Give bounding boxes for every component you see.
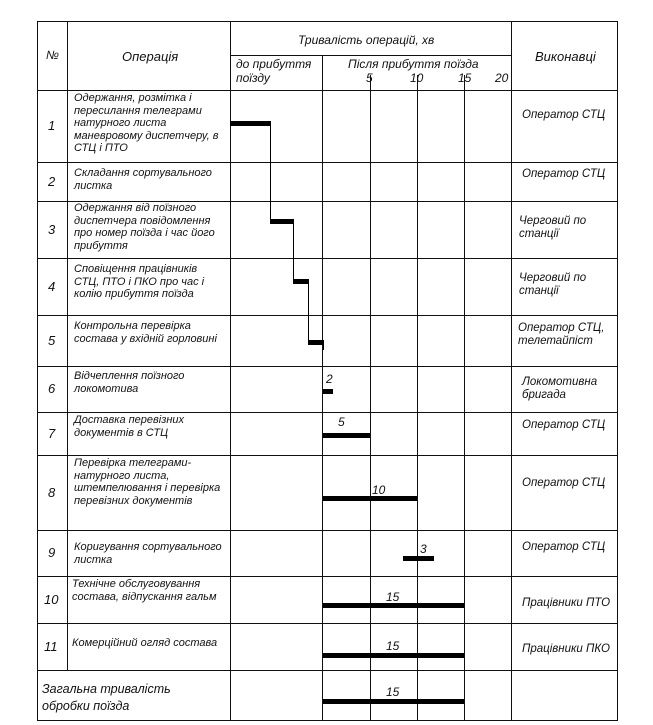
gantt-bar (323, 433, 370, 438)
gantt-bar (230, 121, 270, 126)
operation-text: Одержання від поїзного диспетчера повідомлення про номер поїзда і час його прибуття (74, 202, 215, 252)
bar-duration-label: 5 (338, 415, 345, 429)
executor-text: Оператор СТЦ (522, 109, 606, 121)
bar-connector (308, 279, 309, 345)
scale-tick-label: 20 (495, 71, 509, 85)
bar-duration-label: 3 (420, 542, 427, 556)
executor-text: Оператор СТЦ (522, 168, 606, 180)
time-gridline (464, 75, 465, 721)
row-number: 1 (48, 118, 56, 133)
operation-text: Перевірка телеграми-натурного листа, штемпелювання і перевірка перевізних документів (74, 457, 221, 507)
executor-text: Оператор СТЦ (522, 541, 606, 553)
row-number: 7 (48, 425, 56, 441)
operation-text: Контрольна перевірка состава у вхідній горловині (74, 320, 217, 345)
executor-text: Локомотивна бригада (522, 376, 598, 401)
bar-connector (270, 121, 271, 224)
executor-text: Оператор СТЦ, телетайпіст (518, 322, 605, 347)
scale-tick-label: 5 (366, 71, 373, 85)
scale-tick-label: 10 (410, 71, 424, 85)
gantt-bar (403, 556, 434, 561)
row-divider (37, 530, 618, 531)
executor-column-divider (511, 21, 512, 721)
table-top-border (37, 21, 618, 22)
operation-text: Доставка перевізних документів в СТЦ (74, 414, 185, 439)
operation-text: Одержання, розмітка і пересилання телеграми натурного листа маневровому диспетчеру, в СТЦ і ПТО (74, 92, 219, 154)
operation-text: Сповіщення працівників СТЦ, ПТО і ПКО про час і колію прибуття поїзда (74, 263, 205, 300)
bar-duration-label: 10 (372, 483, 386, 497)
number-header: № (46, 48, 59, 62)
executor-text: Черговий по станції (519, 272, 587, 297)
operation-column-divider (230, 21, 231, 721)
row-divider (37, 455, 618, 456)
executors-header: Виконавці (535, 49, 596, 64)
row-number: 10 (44, 591, 59, 607)
after-arrival-header: Після прибуття поїзда (348, 57, 479, 71)
row-number: 11 (44, 638, 58, 654)
gantt-bar (323, 496, 417, 501)
executor-text: Оператор СТЦ (522, 477, 606, 489)
bar-duration-label: 15 (386, 639, 400, 653)
row-divider (37, 258, 618, 259)
row-number: 4 (48, 278, 56, 294)
before-arrival-header-line2: поїзду (236, 71, 270, 85)
time-gridline (417, 75, 418, 721)
bar-duration-label: 2 (326, 372, 333, 386)
table-right-border (617, 21, 618, 721)
gantt-bar (323, 699, 464, 704)
row-divider (37, 623, 618, 624)
executor-text: Працівники ПКО (522, 643, 610, 655)
row-divider (37, 162, 618, 163)
row-divider (37, 412, 618, 413)
operation-text: Коригування сортувального листка (74, 541, 222, 566)
gantt-bar (293, 279, 308, 284)
row-divider (37, 315, 618, 316)
executor-text: Оператор СТЦ (522, 419, 606, 431)
row-divider (37, 366, 618, 367)
duration-header: Тривалість операцій, хв (298, 33, 435, 47)
scale-baseline (230, 90, 512, 91)
table-left-border (37, 21, 38, 721)
operation-header: Операція (122, 49, 179, 64)
gantt-bar (308, 340, 323, 345)
operation-text: Складання сортувального листка (74, 167, 212, 192)
bar-duration-label: 15 (386, 685, 400, 699)
bar-duration-label: 15 (386, 590, 400, 604)
operation-text: Відчеплення поїзного локомотива (74, 370, 185, 395)
executor-text: Черговий по станції (519, 215, 587, 240)
row-number: 6 (48, 381, 56, 396)
scale-tick-label: 15 (458, 71, 472, 85)
operation-text: Комерційний огляд состава (72, 637, 218, 649)
gantt-bar (270, 219, 293, 224)
bar-connector (293, 219, 294, 284)
row-number: 8 (48, 484, 56, 500)
executor-text: Працівники ПТО (522, 597, 611, 609)
row-number: 3 (48, 221, 56, 237)
row-divider (37, 576, 618, 577)
operation-text: Технічне обслуговування состава, відпускання гальм (72, 578, 217, 603)
gantt-bar (323, 653, 464, 658)
before-after-divider (322, 55, 323, 721)
time-gridline (370, 75, 371, 721)
row-number: 2 (48, 173, 56, 189)
total-text: Загальна тривалість обробки поїзда (42, 682, 171, 713)
row-number: 9 (48, 545, 56, 560)
number-column-divider (67, 21, 68, 671)
duration-subheader-line (230, 55, 512, 56)
table-bottom-border (37, 720, 618, 721)
row-divider (37, 670, 618, 671)
row-number: 5 (48, 332, 56, 348)
gantt-bar (323, 389, 333, 394)
before-arrival-header: до прибуття (236, 57, 312, 71)
bar-connector (323, 340, 324, 350)
